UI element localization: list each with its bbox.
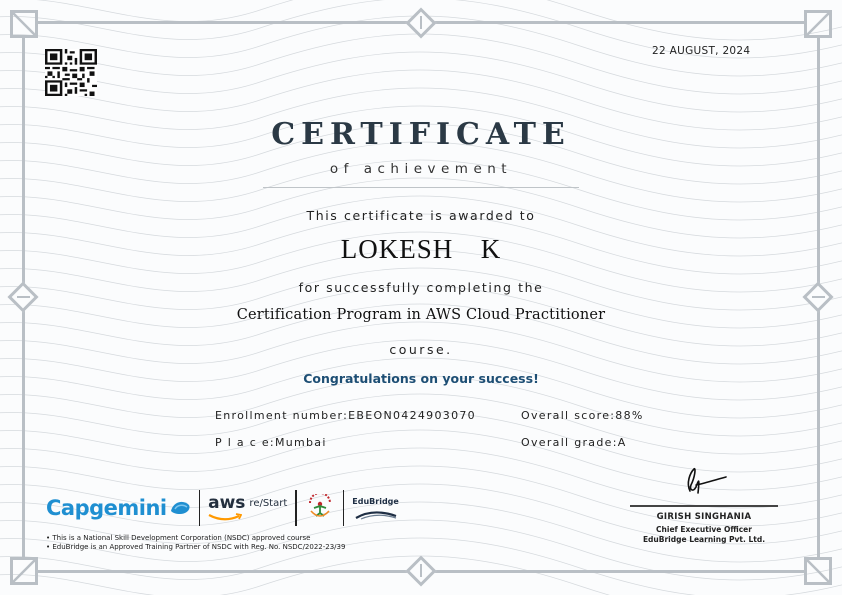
congratulations-text: Congratulations on your success! <box>303 371 539 386</box>
capgemini-logo <box>46 496 191 520</box>
capgemini-spade-icon <box>169 499 191 517</box>
diamond-mark-right <box>812 296 825 298</box>
signatory-organization: EduBridge Learning Pvt. Ltd. <box>642 535 766 544</box>
nsdc-note: • This is a National Skill Development Corporation (NSDC) approved course <box>46 534 311 542</box>
corner-ornament-top-right <box>804 10 832 38</box>
issue-date: 22 AUGUST, 2024 <box>652 45 751 57</box>
course-text: course. <box>389 342 453 357</box>
signatory-role: Chief Executive Officer <box>656 525 752 534</box>
logo-separator <box>199 490 201 526</box>
corner-ornament-bottom-right <box>804 557 832 585</box>
program-name: Certification Program in AWS Cloud Practitioner <box>236 307 606 323</box>
title-divider <box>263 187 579 188</box>
signature-image <box>676 463 736 499</box>
enrollment-number: Enrollment number:EBEON0424903070 <box>215 409 476 422</box>
edubridge-wordmark: EduBridge <box>352 496 399 506</box>
footer-notes <box>46 534 345 552</box>
nsdc-emblem-icon <box>305 494 335 522</box>
aws-restart-text: re/Start <box>249 497 288 509</box>
aws-smile-icon <box>208 513 242 522</box>
edubridge-logo <box>352 497 399 520</box>
signature-line <box>630 505 778 507</box>
diamond-mark-top <box>420 16 422 29</box>
diamond-mark-bottom <box>420 564 422 577</box>
awarded-text: This certificate is awarded to <box>306 208 536 223</box>
signatory-name: GIRISH SINGHANIA <box>656 512 752 522</box>
certificate-title: CERTIFICATE <box>271 117 571 152</box>
partner-logos <box>46 488 399 528</box>
aws-wordmark: aws <box>208 492 246 513</box>
place: P l a c e:Mumbai <box>215 436 327 449</box>
training-partner-note: • EduBridge is an Approved Training Partner of NSDC with Reg. No. NSDC/2022-23/39 <box>46 543 346 551</box>
qr-code[interactable] <box>45 49 97 96</box>
recipient-name: LOKESH K <box>340 234 502 264</box>
diamond-mark-left <box>17 296 30 298</box>
logo-separator <box>295 490 297 526</box>
aws-restart-logo <box>208 492 288 522</box>
overall-grade: Overall grade:A <box>521 436 627 449</box>
completing-text: for successfully completing the <box>298 280 544 295</box>
edubridge-swoosh-icon <box>355 506 397 520</box>
corner-ornament-bottom-left <box>10 557 38 585</box>
capgemini-wordmark: Capgemini <box>46 496 167 520</box>
certificate-subtitle: of achievement <box>329 161 513 177</box>
corner-ornament-top-left <box>10 10 38 38</box>
logo-separator <box>343 490 345 526</box>
overall-score: Overall score:88% <box>521 409 644 422</box>
